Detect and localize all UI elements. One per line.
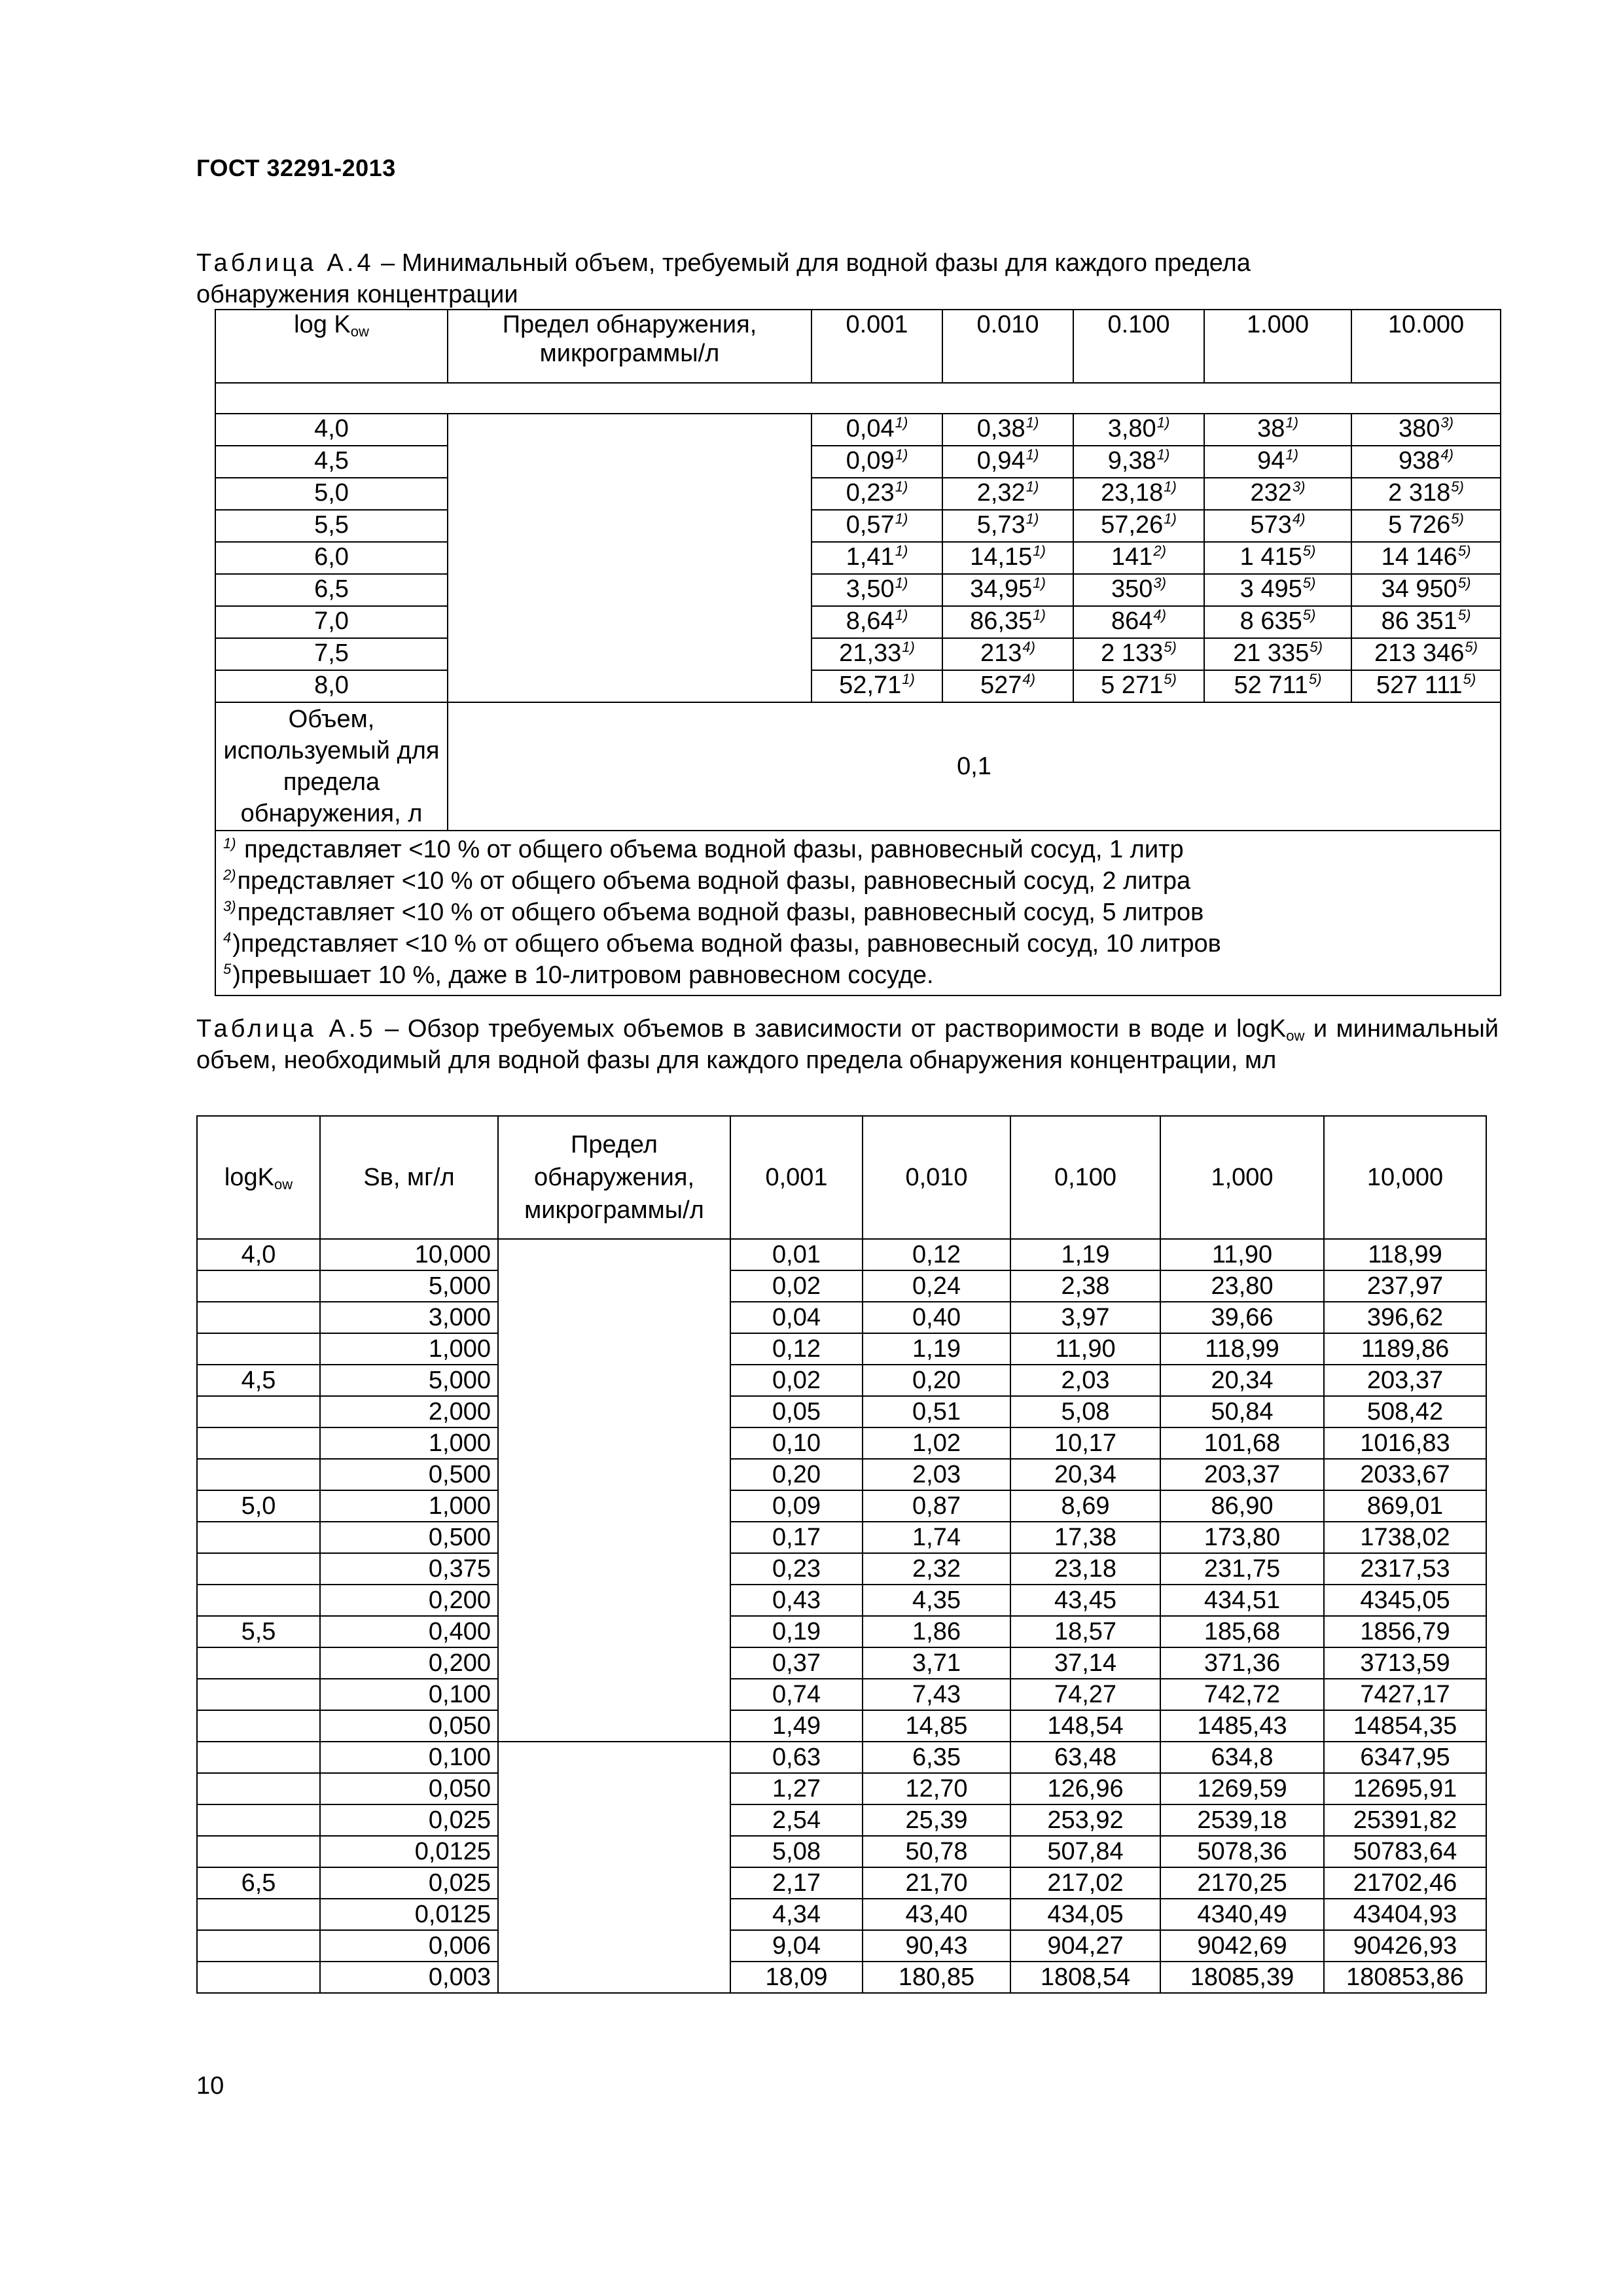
logk-cell	[197, 1679, 320, 1710]
value-cell: 23,18	[1010, 1553, 1160, 1585]
value-cell: 180,85	[863, 1962, 1010, 1993]
value-cell: 0,09	[730, 1490, 863, 1522]
sw-cell: 3,000	[320, 1302, 498, 1333]
value-cell: 6347,95	[1324, 1742, 1486, 1773]
value-cell: 1,19	[1010, 1239, 1160, 1270]
limit-header: Предел обнаружения, микрограммы/л	[448, 310, 812, 383]
value-cell: 864$^{4)}$	[1073, 606, 1204, 638]
value-cell: 2,03	[863, 1459, 1010, 1490]
sw-cell: 0,006	[320, 1930, 498, 1962]
value-cell: 213 346$^{5)}$	[1351, 638, 1501, 670]
sw-cell: 0,375	[320, 1553, 498, 1585]
value-cell: 1485,43	[1160, 1710, 1324, 1742]
logk-cell	[197, 1647, 320, 1679]
value-cell: 527$^{4)}$	[942, 670, 1073, 702]
value-cell: 23,18$^{1)}$	[1073, 478, 1204, 510]
value-cell: 4340,49	[1160, 1899, 1324, 1930]
value-cell: 0,63	[730, 1742, 863, 1773]
value-cell: 50,84	[1160, 1396, 1324, 1427]
table-a4-label: Таблица А.4	[196, 249, 374, 277]
value-cell: 43404,93	[1324, 1899, 1486, 1930]
value-cell: 86 351$^{5)}$	[1351, 606, 1501, 638]
value-cell: 0,40	[863, 1302, 1010, 1333]
value-cell: 1016,83	[1324, 1427, 1486, 1459]
logk-cell	[197, 1553, 320, 1585]
table-row	[197, 1585, 1486, 1616]
value-cell: 231,75	[1160, 1553, 1324, 1585]
value-cell: 0,57$^{1)}$	[812, 510, 942, 542]
value-cell: 1,49	[730, 1710, 863, 1742]
value-cell: 508,42	[1324, 1396, 1486, 1427]
value-cell: 148,54	[1010, 1710, 1160, 1742]
sw-cell: 0,100	[320, 1679, 498, 1710]
table-row	[197, 1647, 1486, 1679]
table-a4	[215, 309, 1501, 996]
table-row	[215, 574, 1501, 606]
value-cell: 2,54	[730, 1804, 863, 1836]
table-row	[215, 414, 1501, 446]
logk-cell	[197, 1459, 320, 1490]
sw-cell: 0,003	[320, 1962, 498, 1993]
value-cell: 213$^{4)}$	[942, 638, 1073, 670]
logk-cell: 6,0	[215, 542, 448, 574]
value-cell: 23,80	[1160, 1270, 1324, 1302]
col-header: 1.000	[1204, 310, 1351, 383]
logk-cell	[197, 1585, 320, 1616]
logk-cell: 4,0	[197, 1239, 320, 1270]
sw-cell: 5,000	[320, 1365, 498, 1396]
value-cell: 1,86	[863, 1616, 1010, 1647]
sw-cell: 0,100	[320, 1742, 498, 1773]
sw-cell: 1,000	[320, 1490, 498, 1522]
value-cell: 14 146$^{5)}$	[1351, 542, 1501, 574]
table-a5-label: Таблица А.5	[196, 1015, 376, 1043]
value-cell: 50783,64	[1324, 1836, 1486, 1867]
volume-value: 0,1	[448, 702, 1501, 831]
value-cell: 8 635$^{5)}$	[1204, 606, 1351, 638]
value-cell: 0,01	[730, 1239, 863, 1270]
value-cell: 1 415$^{5)}$	[1204, 542, 1351, 574]
value-cell: 0,12	[863, 1239, 1010, 1270]
value-cell: 350$^{3)}$	[1073, 574, 1204, 606]
value-cell: 3713,59	[1324, 1647, 1486, 1679]
table-row	[215, 670, 1501, 702]
logk-header: $\log K_{ow}$	[215, 310, 448, 383]
value-cell: 141$^{2)}$	[1073, 542, 1204, 574]
table-a5-caption: Таблица А.5 – Обзор требуемых объемов в зависимости от растворимости в воде и logK$_{ow}$ и минимальный объем, необходимый для водной фазы для каждого предела обнаружения концентрации, мл	[196, 1015, 1499, 1074]
value-cell: 7,43	[863, 1679, 1010, 1710]
value-cell: 0,19	[730, 1616, 863, 1647]
table-row	[197, 1742, 1486, 1773]
table-row	[197, 1302, 1486, 1333]
table-row	[197, 1962, 1486, 1993]
footnote: $^{1)}$ представляет <10 % от общего объема водной фазы, равновесный сосуд, 1 литр	[223, 835, 1184, 863]
value-cell: 0,94$^{1)}$	[942, 446, 1073, 478]
value-cell: 253,92	[1010, 1804, 1160, 1836]
sw-cell: 0,200	[320, 1647, 498, 1679]
value-cell: 0,20	[730, 1459, 863, 1490]
table-row	[215, 606, 1501, 638]
table-row	[197, 1836, 1486, 1867]
value-cell: 180853,86	[1324, 1962, 1486, 1993]
value-cell: 52,71$^{1)}$	[812, 670, 942, 702]
value-cell: 11,90	[1160, 1239, 1324, 1270]
value-cell: 3,80$^{1)}$	[1073, 414, 1204, 446]
logk-cell	[197, 1899, 320, 1930]
col-header: 10.000	[1351, 310, 1501, 383]
value-cell: 203,37	[1160, 1459, 1324, 1490]
logk-cell	[197, 1836, 320, 1867]
volume-row	[215, 702, 1501, 831]
value-cell: 380$^{3)}$	[1351, 414, 1501, 446]
sw-header: Sв, мг/л	[320, 1116, 498, 1239]
value-cell: 118,99	[1324, 1239, 1486, 1270]
value-cell: 50,78	[863, 1836, 1010, 1867]
col-header: 10,000	[1324, 1116, 1486, 1239]
value-cell: 20,34	[1160, 1365, 1324, 1396]
sw-cell: 0,400	[320, 1616, 498, 1647]
value-cell: 203,37	[1324, 1365, 1486, 1396]
col-header: 0.100	[1073, 310, 1204, 383]
col-header: 0,100	[1010, 1116, 1160, 1239]
table-row	[197, 1616, 1486, 1647]
value-cell: 17,38	[1010, 1522, 1160, 1553]
table-row	[197, 1490, 1486, 1522]
value-cell: 1,02	[863, 1427, 1010, 1459]
value-cell: 507,84	[1010, 1836, 1160, 1867]
value-cell: 0,12	[730, 1333, 863, 1365]
value-cell: 9,38$^{1)}$	[1073, 446, 1204, 478]
value-cell: 0,02	[730, 1270, 863, 1302]
value-cell: 1,27	[730, 1773, 863, 1804]
value-cell: 118,99	[1160, 1333, 1324, 1365]
logk-cell	[197, 1962, 320, 1993]
value-cell: 5078,36	[1160, 1836, 1324, 1867]
value-cell: 4,34	[730, 1899, 863, 1930]
value-cell: 21 335$^{5)}$	[1204, 638, 1351, 670]
table-a4-caption-text: – Минимальный объем, требуемый для водной фазы для каждого предела обнаружения концентрации	[196, 249, 1251, 308]
value-cell: 0,38$^{1)}$	[942, 414, 1073, 446]
volume-label: Объем, используемый для предела обнаружения, л	[215, 702, 448, 831]
sw-cell: 0,0125	[320, 1836, 498, 1867]
sw-cell: 0,025	[320, 1867, 498, 1899]
value-cell: 5,73$^{1)}$	[942, 510, 1073, 542]
sw-cell: 2,000	[320, 1396, 498, 1427]
value-cell: 869,01	[1324, 1490, 1486, 1522]
logk-cell	[197, 1427, 320, 1459]
value-cell: 21,70	[863, 1867, 1010, 1899]
value-cell: 25391,82	[1324, 1804, 1486, 1836]
table-row	[197, 1899, 1486, 1930]
value-cell: 434,51	[1160, 1585, 1324, 1616]
value-cell: 0,51	[863, 1396, 1010, 1427]
value-cell: 86,90	[1160, 1490, 1324, 1522]
sw-cell: 0,050	[320, 1773, 498, 1804]
value-cell: 1856,79	[1324, 1616, 1486, 1647]
logk-cell: 4,5	[215, 446, 448, 478]
value-cell: 2,17	[730, 1867, 863, 1899]
value-cell: 18,57	[1010, 1616, 1160, 1647]
table-row	[197, 1459, 1486, 1490]
table-row	[197, 1804, 1486, 1836]
table-row	[215, 510, 1501, 542]
value-cell: 20,34	[1010, 1459, 1160, 1490]
value-cell: 2,03	[1010, 1365, 1160, 1396]
limit-cell-empty	[448, 414, 812, 702]
value-cell: 101,68	[1160, 1427, 1324, 1459]
limit-header: Предел обнаружения, микрограммы/л	[498, 1116, 730, 1239]
sw-cell: 0,050	[320, 1710, 498, 1742]
value-cell: 43,45	[1010, 1585, 1160, 1616]
logk-cell: 5,5	[215, 510, 448, 542]
logk-cell	[197, 1522, 320, 1553]
value-cell: 237,97	[1324, 1270, 1486, 1302]
value-cell: 94$^{1)}$	[1204, 446, 1351, 478]
logk-cell	[197, 1333, 320, 1365]
value-cell: 396,62	[1324, 1302, 1486, 1333]
value-cell: 938$^{4)}$	[1351, 446, 1501, 478]
footnote: $^{3)}$представляет <10 % от общего объема водной фазы, равновесный сосуд, 5 литров	[223, 898, 1204, 926]
col-header: 0,010	[863, 1116, 1010, 1239]
logk-cell: 5,0	[197, 1490, 320, 1522]
value-cell: 0,24	[863, 1270, 1010, 1302]
table-row	[197, 1427, 1486, 1459]
value-cell: 634,8	[1160, 1742, 1324, 1773]
logk-cell: 5,0	[215, 478, 448, 510]
value-cell: 5,08	[1010, 1396, 1160, 1427]
logk-cell	[197, 1804, 320, 1836]
value-cell: 0,05	[730, 1396, 863, 1427]
value-cell: 371,36	[1160, 1647, 1324, 1679]
table-a5-header-row	[197, 1116, 1486, 1239]
value-cell: 2033,67	[1324, 1459, 1486, 1490]
value-cell: 10,17	[1010, 1427, 1160, 1459]
value-cell: 5 726$^{5)}$	[1351, 510, 1501, 542]
value-cell: 2,32	[863, 1553, 1010, 1585]
value-cell: 573$^{4)}$	[1204, 510, 1351, 542]
col-header: 0.010	[942, 310, 1073, 383]
value-cell: 74,27	[1010, 1679, 1160, 1710]
footnote: $^{2)}$представляет <10 % от общего объема водной фазы, равновесный сосуд, 2 литра	[223, 867, 1191, 895]
table-row	[215, 446, 1501, 478]
value-cell: 12,70	[863, 1773, 1010, 1804]
logk-header: logK$_{ow}$	[197, 1116, 320, 1239]
value-cell: 3,71	[863, 1647, 1010, 1679]
limit-cell-empty	[498, 1239, 730, 1742]
value-cell: 173,80	[1160, 1522, 1324, 1553]
value-cell: 21,33$^{1)}$	[812, 638, 942, 670]
sw-cell: 0,500	[320, 1522, 498, 1553]
table-row	[215, 638, 1501, 670]
value-cell: 8,69	[1010, 1490, 1160, 1522]
value-cell: 14,85	[863, 1710, 1010, 1742]
col-header: 0,001	[730, 1116, 863, 1239]
value-cell: 0,43	[730, 1585, 863, 1616]
value-cell: 86,35$^{1)}$	[942, 606, 1073, 638]
footnote: $^5$)превышает 10 %, даже в 10-литровом равновесном сосуде.	[223, 961, 934, 989]
logk-cell	[197, 1302, 320, 1333]
value-cell: 4,35	[863, 1585, 1010, 1616]
value-cell: 0,10	[730, 1427, 863, 1459]
logk-cell	[197, 1930, 320, 1962]
document-header: ГОСТ 32291-2013	[196, 154, 396, 181]
table-row	[197, 1270, 1486, 1302]
value-cell: 2170,25	[1160, 1867, 1324, 1899]
value-cell: 1269,59	[1160, 1773, 1324, 1804]
value-cell: 0,17	[730, 1522, 863, 1553]
logk-cell: 4,0	[215, 414, 448, 446]
value-cell: 14854,35	[1324, 1710, 1486, 1742]
value-cell: 52 711$^{5)}$	[1204, 670, 1351, 702]
value-cell: 12695,91	[1324, 1773, 1486, 1804]
value-cell: 0,37	[730, 1647, 863, 1679]
value-cell: 1,74	[863, 1522, 1010, 1553]
value-cell: 126,96	[1010, 1773, 1160, 1804]
value-cell: 34,95$^{1)}$	[942, 574, 1073, 606]
table-row	[197, 1930, 1486, 1962]
table-row	[197, 1679, 1486, 1710]
value-cell: 9,04	[730, 1930, 863, 1962]
value-cell: 527 111$^{5)}$	[1351, 670, 1501, 702]
logk-cell: 6,5	[197, 1867, 320, 1899]
value-cell: 1189,86	[1324, 1333, 1486, 1365]
value-cell: 21702,46	[1324, 1867, 1486, 1899]
value-cell: 90426,93	[1324, 1930, 1486, 1962]
footnotes	[215, 831, 1501, 996]
table-row	[197, 1773, 1486, 1804]
value-cell: 34 950$^{5)}$	[1351, 574, 1501, 606]
table-row	[197, 1365, 1486, 1396]
logk-cell: 6,5	[215, 574, 448, 606]
logk-cell	[197, 1270, 320, 1302]
sw-cell: 0,500	[320, 1459, 498, 1490]
value-cell: 2539,18	[1160, 1804, 1324, 1836]
value-cell: 39,66	[1160, 1302, 1324, 1333]
value-cell: 1808,54	[1010, 1962, 1160, 1993]
sw-cell: 0,200	[320, 1585, 498, 1616]
value-cell: 0,23	[730, 1553, 863, 1585]
table-row	[197, 1333, 1486, 1365]
value-cell: 63,48	[1010, 1742, 1160, 1773]
page-number: 10	[196, 2072, 224, 2100]
table-row	[215, 478, 1501, 510]
value-cell: 43,40	[863, 1899, 1010, 1930]
value-cell: 1738,02	[1324, 1522, 1486, 1553]
logk-cell	[197, 1773, 320, 1804]
col-header: 0.001	[812, 310, 942, 383]
table-row	[197, 1867, 1486, 1899]
logk-cell: 7,0	[215, 606, 448, 638]
value-cell: 3 495$^{5)}$	[1204, 574, 1351, 606]
value-cell: 2,38	[1010, 1270, 1160, 1302]
value-cell: 5,08	[730, 1836, 863, 1867]
table-a4-spacer-row	[215, 383, 1501, 414]
value-cell: 185,68	[1160, 1616, 1324, 1647]
value-cell: 2317,53	[1324, 1553, 1486, 1585]
value-cell: 1,41$^{1)}$	[812, 542, 942, 574]
value-cell: 14,15$^{1)}$	[942, 542, 1073, 574]
limit-cell-empty	[498, 1742, 730, 1993]
value-cell: 904,27	[1010, 1930, 1160, 1962]
col-header: 1,000	[1160, 1116, 1324, 1239]
table-row	[197, 1710, 1486, 1742]
table-row	[197, 1396, 1486, 1427]
value-cell: 0,74	[730, 1679, 863, 1710]
value-cell: 232$^{3)}$	[1204, 478, 1351, 510]
value-cell: 3,97	[1010, 1302, 1160, 1333]
value-cell: 7427,17	[1324, 1679, 1486, 1710]
value-cell: 6,35	[863, 1742, 1010, 1773]
value-cell: 434,05	[1010, 1899, 1160, 1930]
logk-cell: 8,0	[215, 670, 448, 702]
value-cell: 742,72	[1160, 1679, 1324, 1710]
value-cell: 2 318$^{5)}$	[1351, 478, 1501, 510]
value-cell: 90,43	[863, 1930, 1010, 1962]
logk-cell: 7,5	[215, 638, 448, 670]
value-cell: 0,04$^{1)}$	[812, 414, 942, 446]
value-cell: 0,04	[730, 1302, 863, 1333]
value-cell: 11,90	[1010, 1333, 1160, 1365]
footnotes-row	[215, 831, 1501, 996]
value-cell: 18085,39	[1160, 1962, 1324, 1993]
logk-cell	[197, 1396, 320, 1427]
sw-cell: 5,000	[320, 1270, 498, 1302]
value-cell: 4345,05	[1324, 1585, 1486, 1616]
value-cell: 8,64$^{1)}$	[812, 606, 942, 638]
table-a4-caption	[196, 247, 1348, 310]
sw-cell: 1,000	[320, 1333, 498, 1365]
value-cell: 3,50$^{1)}$	[812, 574, 942, 606]
value-cell: 0,23$^{1)}$	[812, 478, 942, 510]
sw-cell: 10,000	[320, 1239, 498, 1270]
logk-cell: 5,5	[197, 1616, 320, 1647]
table-a5	[196, 1115, 1487, 1994]
sw-cell: 0,0125	[320, 1899, 498, 1930]
table-row	[197, 1239, 1486, 1270]
table-a4-header-row	[215, 310, 1501, 383]
value-cell: 0,20	[863, 1365, 1010, 1396]
value-cell: 1,19	[863, 1333, 1010, 1365]
table-row	[197, 1553, 1486, 1585]
value-cell: 57,26$^{1)}$	[1073, 510, 1204, 542]
value-cell: 18,09	[730, 1962, 863, 1993]
value-cell: 5 271$^{5)}$	[1073, 670, 1204, 702]
value-cell: 2 133$^{5)}$	[1073, 638, 1204, 670]
sw-cell: 0,025	[320, 1804, 498, 1836]
value-cell: 217,02	[1010, 1867, 1160, 1899]
sw-cell: 1,000	[320, 1427, 498, 1459]
value-cell: 0,09$^{1)}$	[812, 446, 942, 478]
logk-cell: 4,5	[197, 1365, 320, 1396]
footnote: $^4$)представляет <10 % от общего объема водной фазы, равновесный сосуд, 10 литров	[223, 929, 1221, 958]
value-cell: 2,32$^{1)}$	[942, 478, 1073, 510]
table-row	[197, 1522, 1486, 1553]
value-cell: 25,39	[863, 1804, 1010, 1836]
logk-cell	[197, 1710, 320, 1742]
value-cell: 37,14	[1010, 1647, 1160, 1679]
logk-cell	[197, 1742, 320, 1773]
value-cell: 9042,69	[1160, 1930, 1324, 1962]
value-cell: 38$^{1)}$	[1204, 414, 1351, 446]
value-cell: 0,02	[730, 1365, 863, 1396]
table-row	[215, 542, 1501, 574]
value-cell: 0,87	[863, 1490, 1010, 1522]
